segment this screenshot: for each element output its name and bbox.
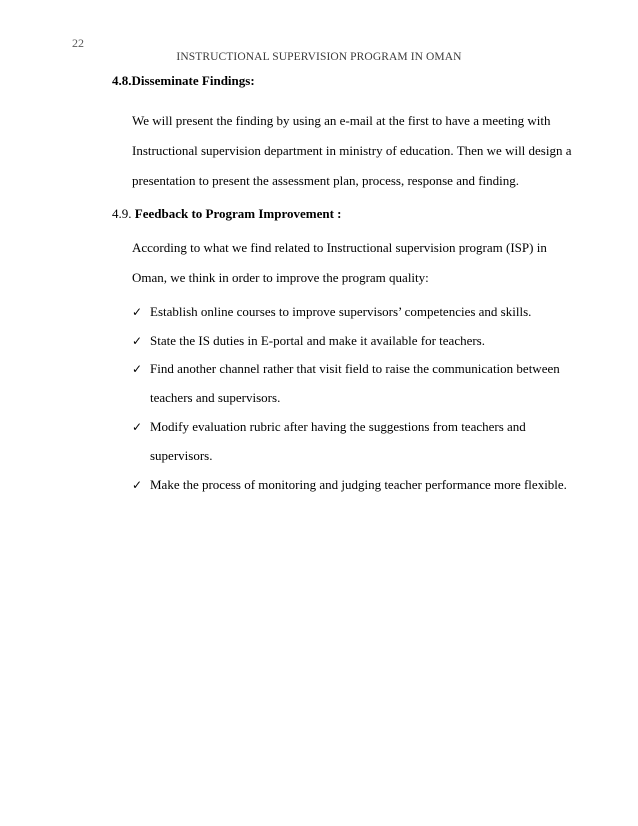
checkmark-icon: ✓ bbox=[132, 362, 143, 376]
section-heading-feedback bbox=[112, 206, 342, 222]
page-number: 22 bbox=[72, 36, 84, 50]
paragraph-line: According to what we find related to Instructional supervision program (ISP) in bbox=[132, 240, 547, 255]
section-heading-disseminate: 4.8.Disseminate Findings: bbox=[112, 73, 255, 88]
section-heading-title: Feedback to Program Improvement : bbox=[134, 206, 342, 221]
paragraph-line: presentation to present the assessment plan, process, response and finding. bbox=[132, 173, 520, 188]
bullet-continuation: teachers and supervisors. bbox=[150, 390, 281, 405]
checkmark-icon: ✓ bbox=[132, 334, 143, 348]
bullet-item bbox=[132, 333, 485, 349]
section-heading-number: 4.9. bbox=[112, 206, 132, 221]
bullet-item bbox=[132, 304, 531, 320]
bullet-text: Make the process of monitoring and judging teacher performance more flexible. bbox=[150, 477, 567, 492]
bullet-item bbox=[132, 361, 560, 377]
checkmark-icon: ✓ bbox=[132, 305, 143, 319]
bullet-text: Find another channel rather that visit field to raise the communication between bbox=[150, 361, 560, 376]
checkmark-icon: ✓ bbox=[132, 478, 143, 492]
paragraph-line: Instructional supervision department in ministry of education. Then we will design a bbox=[132, 143, 572, 158]
bullet-text: State the IS duties in E-portal and make it available for teachers. bbox=[150, 333, 485, 348]
bullet-item bbox=[132, 477, 567, 493]
bullet-text: Establish online courses to improve supervisors’ competencies and skills. bbox=[150, 304, 532, 319]
running-head: INSTRUCTIONAL SUPERVISION PROGRAM IN OMAN bbox=[176, 51, 462, 63]
bullet-continuation: supervisors. bbox=[150, 448, 213, 463]
bullet-item bbox=[132, 419, 526, 435]
checkmark-icon: ✓ bbox=[132, 420, 143, 434]
bullet-text: Modify evaluation rubric after having the suggestions from teachers and bbox=[150, 419, 526, 434]
paragraph-line: We will present the finding by using an e-mail at the first to have a meeting with bbox=[132, 113, 551, 128]
paragraph-line: Oman, we think in order to improve the program quality: bbox=[132, 270, 429, 285]
